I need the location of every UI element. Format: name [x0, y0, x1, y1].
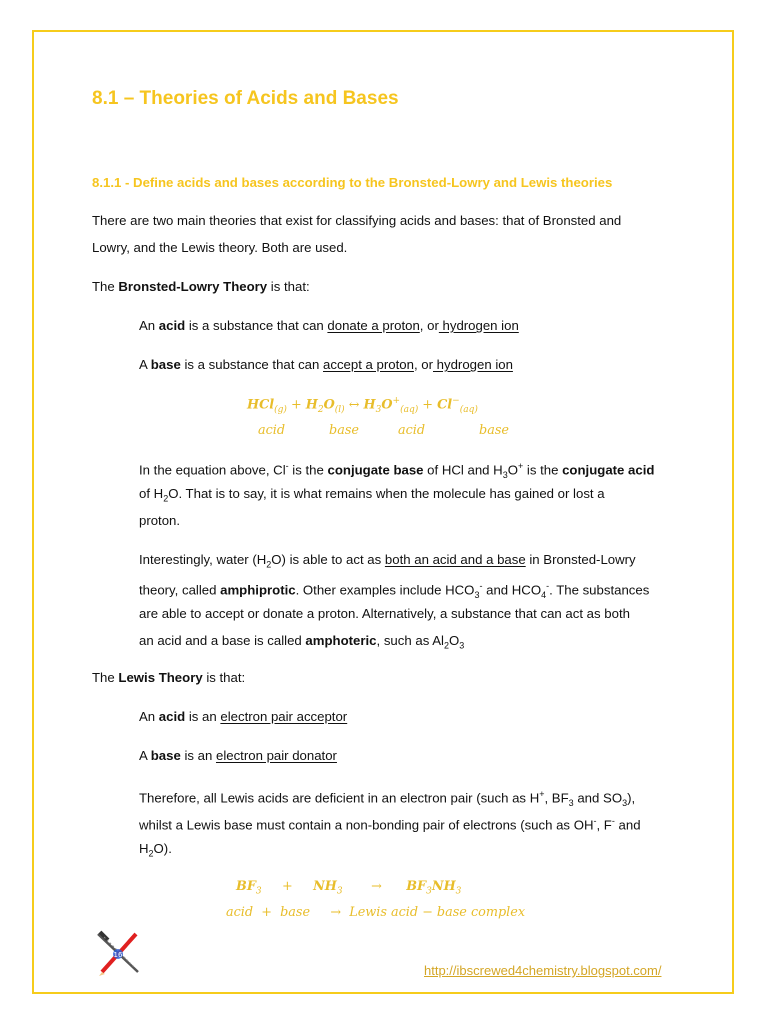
page-title: 8.1 – Theories of Acids and Bases [92, 88, 399, 109]
equation-label-3: acid [398, 423, 426, 438]
equation-label-2: base [329, 423, 359, 438]
lewis-acid-definition: An acid is an electron pair acceptor [139, 709, 348, 724]
section-subheading: 8.1.1 - Define acids and bases according to the Bronsted-Lowry and Lewis theories [92, 175, 613, 190]
amphiprotic-line-1: Interestingly, water $(H_2O)$ is able to act as both an acid and a base in Bronsted-Lowry [139, 552, 636, 570]
lewis-equation: $BF_3$ + $NH_3$ → $BF_3NH_3$ [236, 879, 462, 897]
pencil-screw-logo-icon [94, 928, 144, 978]
lewis-lead: The Lewis Theory is that: [92, 670, 246, 685]
therefore-line-1: Therefore, all Lewis acids are deficient in an electron pair (such as H+, $BF_3$ and $SO_3$), [139, 789, 636, 809]
amphiprotic-line-4: an acid and a base is called amphoteric, such as $Al_2O_3$ [139, 633, 465, 651]
bronsted-lead: The Bronsted-Lowry Theory is that: [92, 279, 310, 294]
therefore-line-3: $H_2O$). [139, 841, 172, 859]
amphiprotic-line-2: theory, called amphiprotic. Other examples include $HCO_3^-$ and $HCO_4^-$. The substances [139, 581, 650, 601]
lewis-base-definition: A base is an electron pair donator [139, 748, 337, 763]
equation-label-4: base [479, 423, 509, 438]
conjugate-line-2: of $H_2O$. That is to say, it is what remains when the molecule has gained or lost a [139, 486, 605, 504]
intro-line-2: Lowry, and the Lewis theory. Both are used. [92, 240, 348, 255]
bronsted-base-definition: A base is a substance that can accept a proton, or hydrogen ion [139, 357, 513, 372]
bronsted-acid-definition: An acid is a substance that can donate a proton, or hydrogen ion [139, 318, 519, 333]
lewis-equation-label: acid + base → Lewis acid − base complex [226, 905, 526, 920]
logo-number: 16 [113, 951, 123, 959]
bronsted-equation: $HCl_{(g)} + H_2O_{(l)}$ ↔ $H_3O^+_{(aq)} + Cl^-_{(aq)}$ [247, 396, 478, 415]
intro-line-1: There are two main theories that exist for classifying acids and bases: that of Bronsted and [92, 213, 622, 228]
conjugate-line-3: proton. [139, 513, 181, 528]
conjugate-line-1: In the equation above, Cl- is the conjugate base of HCl and $H_3O^+$ is the conjugate acid [139, 461, 655, 481]
therefore-line-2: whilst a Lewis base must contain a non-bonding pair of electrons (such as OH-, F- and [139, 816, 641, 833]
equation-label-1: acid [258, 423, 286, 438]
blog-url-link[interactable]: http://ibscrewed4chemistry.blogspot.com/ [424, 963, 662, 978]
amphiprotic-line-3: are able to accept or donate a proton. Alternatively, a substance that can act as both [139, 606, 630, 621]
